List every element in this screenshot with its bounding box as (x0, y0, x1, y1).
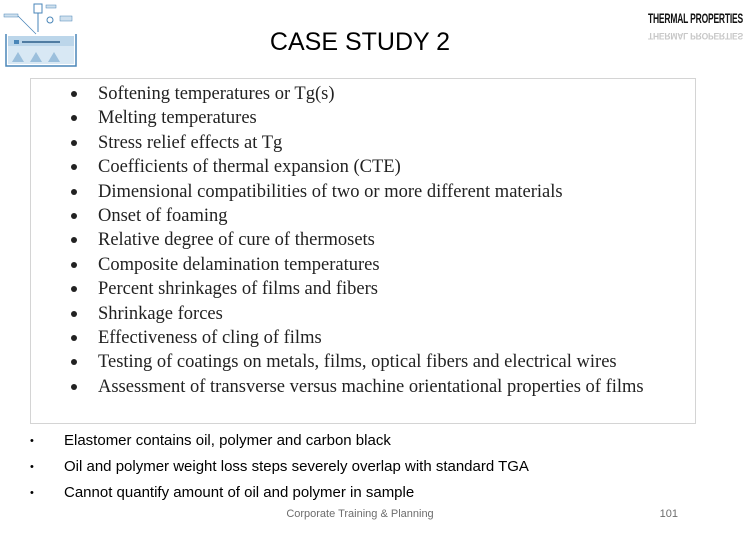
bullet-icon (71, 262, 77, 268)
page-number: 101 (659, 508, 678, 520)
footer-text: Corporate Training & Planning (286, 508, 434, 520)
bullet-icon (71, 384, 77, 390)
list-item: Relative degree of cure of thermosets (71, 228, 644, 252)
bullet-icon (71, 189, 77, 195)
list-item: Percent shrinkages of films and fibers (71, 277, 644, 301)
bullet-icon (71, 213, 77, 219)
applications-panel (30, 78, 696, 424)
list-item: Effectiveness of cling of films (71, 326, 644, 350)
bullet-icon (71, 335, 77, 341)
list-item: Assessment of transverse versus machine orientational properties of films (71, 375, 644, 399)
bullet-icon (71, 286, 77, 292)
logo-text: THERMAL PROPERTIES (648, 10, 743, 26)
bullet-icon: • (30, 461, 34, 473)
bullet-icon: • (30, 435, 34, 447)
list-item: Shrinkage forces (71, 302, 644, 326)
list-item: Softening temperatures or Tg(s) (71, 82, 644, 106)
list-item: Composite delamination temperatures (71, 253, 644, 277)
bullet-icon (71, 164, 77, 170)
list-item: Stress relief effects at Tg (71, 131, 644, 155)
list-item: Dimensional compatibilities of two or more different materials (71, 180, 644, 204)
list-item: Onset of foaming (71, 204, 644, 228)
applications-list (71, 82, 644, 399)
bullet-icon (71, 115, 77, 121)
logo-reflection: THERMAL PROPERTIES (648, 31, 743, 42)
list-item: Testing of coatings on metals, films, optical fibers and electrical wires (71, 350, 644, 374)
bullet-icon (71, 91, 77, 97)
bullet-icon: • (30, 487, 34, 499)
list-item: Coefficients of thermal expansion (CTE) (71, 155, 644, 179)
slide-title: CASE STUDY 2 (269, 28, 451, 56)
list-item: Melting temperatures (71, 106, 644, 130)
bullet-icon (71, 140, 77, 146)
bullet-icon (71, 311, 77, 317)
bullet-icon (71, 359, 77, 365)
bullet-icon (71, 237, 77, 243)
